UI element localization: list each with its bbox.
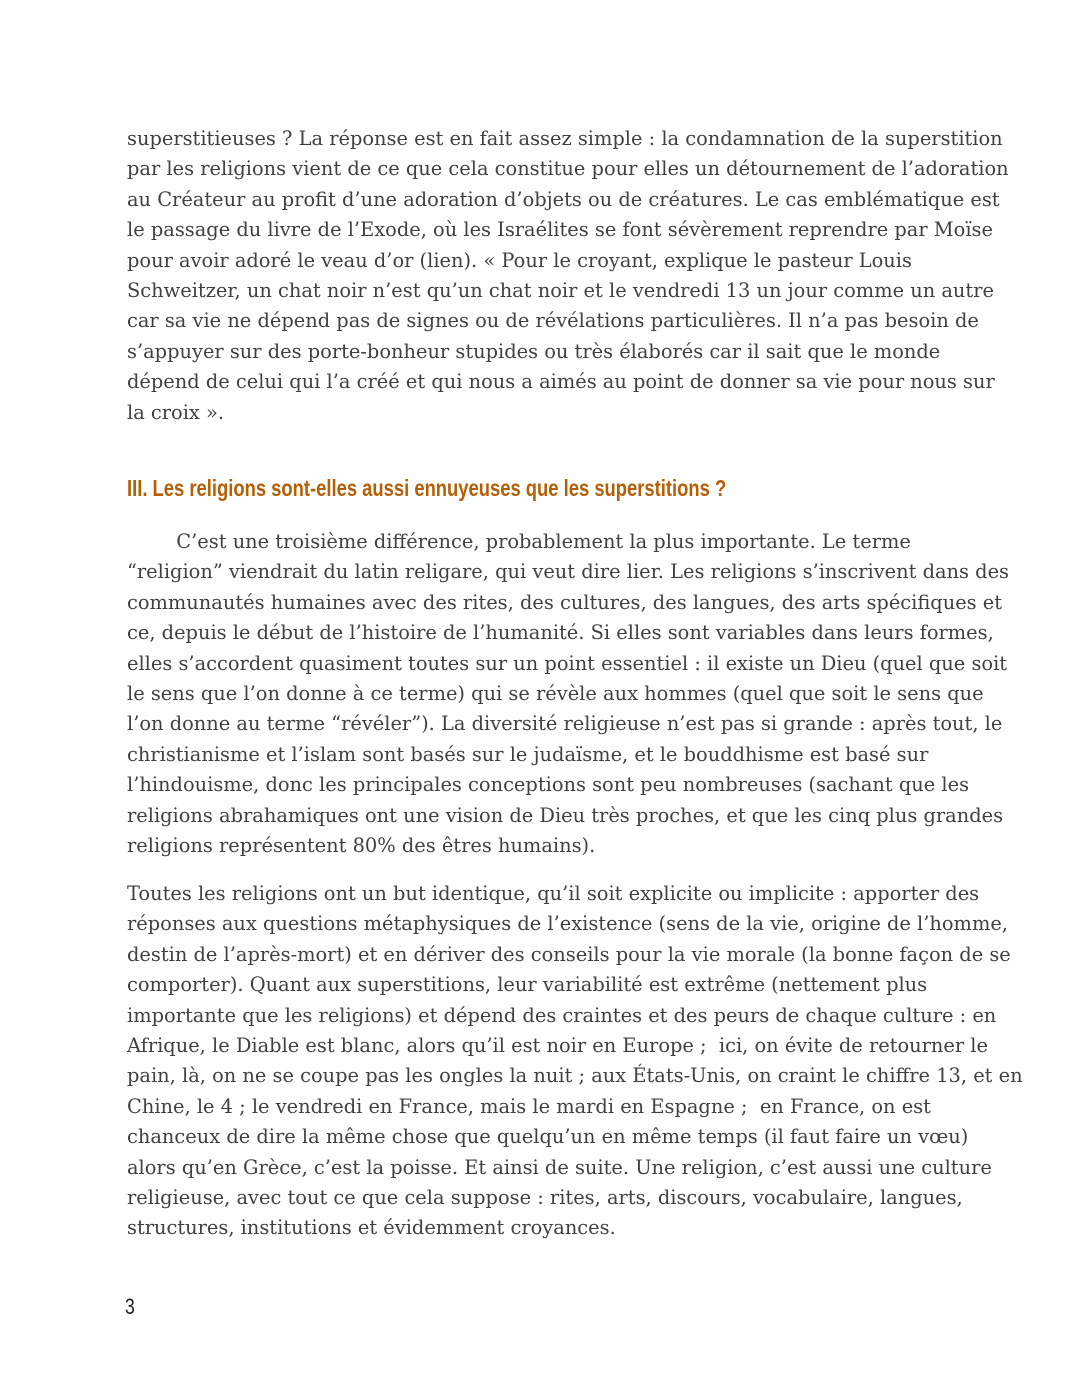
text-line: destin de l’après-mort) et en dériver des conseils pour la vie morale (la bonne façon de se xyxy=(127,942,1011,966)
text-line: importante que les religions) et dépend des craintes et des peurs de chaque culture : en xyxy=(127,1003,997,1027)
text-line: le sens que l’on donne à ce terme) qui se révèle aux hommes (quel que soit le sens que xyxy=(127,682,984,706)
page-number: 3 xyxy=(125,1294,135,1319)
text-line: par les religions vient de ce que cela constitue pour elles un détournement de l’adoration xyxy=(127,157,1009,181)
text-line: réponses aux questions métaphysiques de l’existence (sens de la vie, origine de l’homme, xyxy=(127,912,1008,936)
text-line: l’hindouisme, donc les principales conceptions sont peu nombreuses (sachant que les xyxy=(127,773,970,797)
text-line: Schweitzer, un chat noir n’est qu’un chat noir et le vendredi 13 un jour comme un autre xyxy=(127,279,994,303)
text-line: Toutes les religions ont un but identique, qu’il soit explicite ou implicite : apporter des xyxy=(127,882,980,905)
text-line: chanceux de dire la même chose que quelqu’un en même temps (il faut faire un vœu) xyxy=(127,1125,969,1149)
text-line: religions représentent 80% des êtres humains). xyxy=(127,834,596,858)
text-line: le passage du livre de l’Exode, où les Israélites se font sévèrement reprendre par Moïse xyxy=(127,218,993,242)
paragraph-superstition-condemnation xyxy=(127,124,1009,428)
text-line: communautés humaines avec des rites, des cultures, des langues, des arts spécifiques et xyxy=(127,590,1003,614)
text-line: dépend de celui qui l’a créé et qui nous a aimés au point de donner sa vie pour nous sur xyxy=(127,370,995,394)
text-line: au Créateur au profit d’une adoration d’objets ou de créatures. Le cas emblématique est xyxy=(127,187,1000,211)
text-line: s’appuyer sur des porte-bonheur stupides ou très élaborés car il sait que le monde xyxy=(127,339,941,363)
section-heading-iii: III. Les religions sont-elles aussi ennuyeuses que les superstitions ? xyxy=(127,475,727,501)
text-line: religieuse, avec tout ce que cela suppose : rites, arts, discours, vocabulaire, langues, xyxy=(127,1186,963,1210)
text-line: “religion” viendrait du latin religare, qui veut dire lier. Les religions s’inscrivent dans des xyxy=(127,560,1009,584)
text-line: elles s’accordent quasiment toutes sur un point essentiel : il existe un Dieu (quel que soit xyxy=(127,651,1008,675)
text-line: Chine, le 4 ; le vendredi en France, mais le mardi en Espagne ; en France, on est xyxy=(127,1094,931,1118)
text-line: religions abrahamiques ont une vision de Dieu très proches, et que les cinq plus grandes xyxy=(127,803,1004,827)
text-line: car sa vie ne dépend pas de signes ou de révélations particulières. Il n’a pas besoin de xyxy=(127,309,979,333)
text-line: ce, depuis le début de l’histoire de l’humanité. Si elles sont variables dans leurs formes, xyxy=(127,621,994,645)
text-line: C’est une troisième différence, probablement la plus importante. Le terme xyxy=(127,530,911,553)
text-line: pain, là, on ne se coupe pas les ongles la nuit ; aux États-Unis, on craint le chiffre 13, et en xyxy=(127,1064,1023,1088)
text-line: christianisme et l’islam sont basés sur le judaïsme, et le bouddhisme est basé sur xyxy=(127,742,929,766)
text-line: alors qu’en Grèce, c’est la poisse. Et ainsi de suite. Une religion, c’est aussi une culture xyxy=(127,1155,992,1179)
text-line: superstitieuses ? La réponse est en fait assez simple : la condamnation de la superstition xyxy=(127,127,1003,150)
text-line: pour avoir adoré le veau d’or (lien). « Pour le croyant, explique le pasteur Louis xyxy=(127,248,912,272)
text-line: l’on donne au terme “révéler”). La diversité religieuse n’est pas si grande : après tout, le xyxy=(127,712,1003,736)
paragraph-third-difference xyxy=(127,527,1009,861)
text-line: Afrique, le Diable est blanc, alors qu’il est noir en Europe ; ici, on évite de retourner le xyxy=(127,1034,988,1058)
paragraph-common-goal xyxy=(127,879,1023,1244)
text-line: structures, institutions et évidemment croyances. xyxy=(127,1216,616,1240)
text-line: comporter). Quant aux superstitions, leur variabilité est extrême (nettement plus xyxy=(127,973,928,997)
text-line: la croix ». xyxy=(127,400,225,424)
